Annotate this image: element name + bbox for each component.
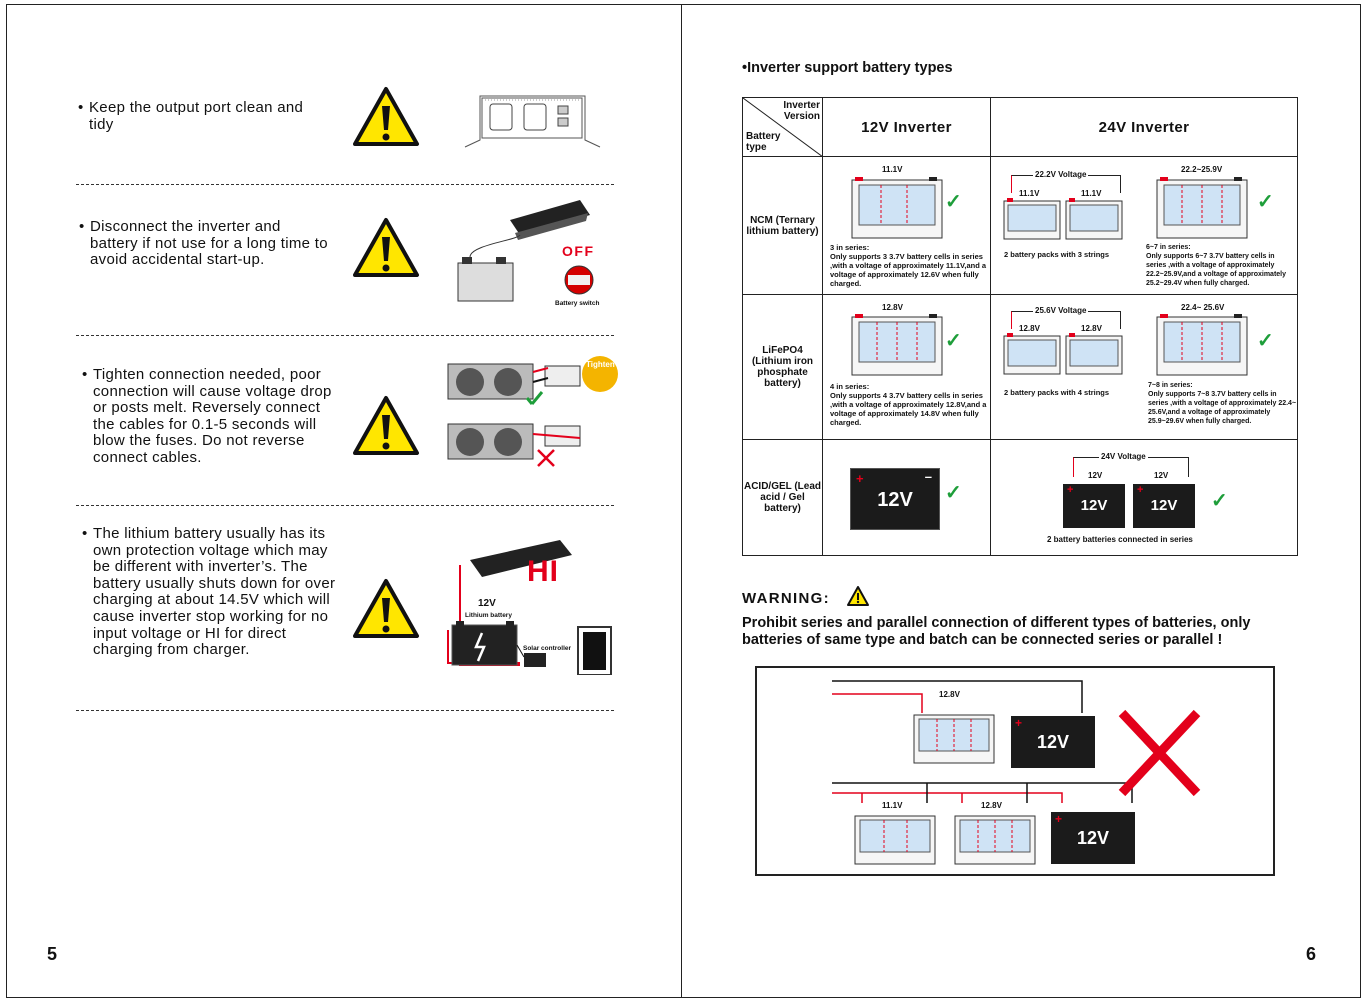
lifepo4-24v-pack-b: 12.8V [1081,324,1102,333]
cable-connection-illustration [440,352,625,472]
check-icon: ✓ [945,191,962,213]
battery-voltage-label: 12V [478,598,496,609]
bullet-item-2: • Disconnect the inverter and battery if not use for a long time to avoid accidental start-up. [90,219,330,269]
acid-24v-caption: 2 battery batteries connected in series [1047,535,1193,544]
bullet-item-4: • The lithium battery usually has its own protection voltage which may be different with inverter’s. The battery usually shuts down for over charging at about 14.5V which will cause inverter stop working for no input voltage or HI for direct charging from charger. [93,526,336,659]
battery-pack-4cell [954,813,1036,865]
inverter-version-label: Inverter Version [783,100,820,122]
lifepo4-12v-voltage: 12.8V [882,303,903,312]
acid-24v-voltage: 24V Voltage [1101,452,1146,461]
battery-voltage: 12V [877,489,913,511]
ncm-24v-pack-b: 11.1V [1081,189,1102,198]
warning-icon [352,217,420,279]
warning-icon [352,578,420,640]
battery-pack-8cell [1156,314,1248,376]
off-label: OFF [562,243,595,259]
bullet-item-3: • Tighten connection needed, poor connection will cause voltage drop or posts melt. Reversely connect the cables for 0.1-5 seconds will blow the fuses. Do not reverse connect cables. [93,367,336,467]
row-label-lifepo4: LiFePO4 (Lithium iron phosphate battery) [743,295,823,440]
solar-controller-label: Solar controller [523,645,572,652]
lifepo4-24v-single-voltage: 22.4~ 25.6V [1181,303,1225,312]
battery-type-label: Battery type [746,131,781,153]
lifepo4-24v-cell [991,295,1298,440]
battery-pack-4cell-a [1003,333,1061,375]
ncm-12v-voltage: 11.1V [882,165,903,174]
battery-switch-label: Battery switch [555,300,600,307]
check-icon: ✓ [1257,191,1274,213]
lead-acid-battery [1051,812,1135,864]
ncm-24v-packs-voltage: 22.2V Voltage [1035,170,1087,179]
acid-24v-bat-a-label: 12V [1088,471,1103,480]
top-pack-voltage: 12.8V [939,690,960,699]
lifepo4-24v-packs-caption: 2 battery packs with 4 strings [1004,388,1110,397]
warning-title: WARNING: [742,590,830,607]
lifepo4-24v-single-caption: 7~8 in series: Only supports 7~8 3.7V battery cells in series ,with a voltage of approximately 22.4~ 25.6V,and a voltage of approximately 25.9~29.6V when fully charged. [1148,382,1297,425]
lifepo4-24v-packs-voltage: 25.6V Voltage [1035,306,1087,315]
battery-pack-3cell-a [1003,198,1061,240]
output-port-illustration [460,92,605,152]
hi-label: HI [527,555,559,588]
divider [76,710,614,711]
battery-types-table [742,97,1298,556]
corner-header-cell [743,98,823,157]
plus-icon: + [1067,484,1074,496]
lifepo4-24v-pack-a: 12.8V [1019,324,1040,333]
prohibited-connection-diagram [755,666,1275,876]
battery-types-heading: • Inverter support battery types [742,60,953,76]
battery-voltage: 12V [1036,732,1070,752]
lifepo4-12v-caption: 4 in series: Only supports 4 3.7V battery cells in series ,with a voltage of approximately 12.8V,and a voltage of approximately 14.8V when fully charged. [830,382,987,427]
left-page [6,4,682,998]
lifepo4-12v-cell [823,295,991,440]
bottom-pack-a-voltage: 11.1V [882,801,903,810]
lead-acid-battery [850,468,940,530]
acid-24v-cell [991,440,1298,556]
ncm-12v-caption: 3 in series: Only supports 3 3.7V battery cells in series ,with a voltage of approximately 11.1V,and a voltage of approximately 12.6V when fully charged. [830,243,987,288]
check-icon: ✓ [1257,330,1274,352]
lead-acid-battery [1011,716,1095,768]
bottom-pack-b-voltage: 12.8V [981,801,1002,810]
warning-icon [846,585,870,607]
row-label-acid-gel: ACID/GEL (Lead acid / Gel battery) [743,440,823,556]
battery-pack-3cell-b [1065,198,1123,240]
ncm-24v-cell [991,157,1298,295]
battery-pack-3cell [851,177,943,239]
ncm-24v-single-voltage: 22.2~25.9V [1181,165,1223,174]
minus-icon: – [924,469,932,484]
bullet-item-1: • Keep the output port clean and tidy [89,100,329,133]
ncm-24v-packs-caption: 2 battery packs with 3 strings [1004,250,1110,259]
ncm-24v-pack-a: 11.1V [1019,189,1040,198]
check-icon: ✓ [1211,490,1228,512]
col-24v-inverter: 24V Inverter [991,98,1298,157]
row-label-ncm: NCM (Ternary lithium battery) [743,157,823,295]
acid-24v-bat-b-label: 12V [1154,471,1169,480]
check-icon: ✓ [945,330,962,352]
page-number-left: 5 [47,944,58,964]
col-12v-inverter: 12V Inverter [823,98,991,157]
page-number-right: 6 [1306,944,1317,964]
plus-icon: + [1055,812,1063,826]
acid-12v-cell [823,440,991,556]
ncm-24v-single-caption: 6~7 in series: Only supports 6~7 3.7V battery cells in series ,with a voltage of approximately 22.2~25.9V,and a voltage of approximately 25.2~29.4V when fully charged. [1146,244,1286,287]
battery-pack-4cell [913,712,995,764]
lithium-battery-label: Lithium battery [465,612,512,619]
lead-acid-battery [1133,484,1195,528]
warning-text: Prohibit series and parallel connection of different types of batteries, only batteries of same type and batch can be connected series or parallel ! [742,615,1251,648]
warning-icon [352,395,420,457]
plus-icon: + [1015,716,1023,730]
plus-icon: + [1137,484,1144,496]
check-icon: ✓ [945,482,962,504]
battery-pack-4cell [851,314,943,376]
warning-icon [352,86,420,148]
battery-voltage: 12V [1080,497,1108,514]
divider [76,335,614,336]
battery-voltage: 12V [1076,828,1110,848]
plus-icon: + [856,471,864,486]
battery-pack-7cell [1156,177,1248,239]
ncm-12v-cell [823,157,991,295]
battery-pack-4cell-b [1065,333,1123,375]
tighten-label: Tighten [586,360,615,369]
battery-pack-3cell [854,813,936,865]
divider [76,505,614,506]
lead-acid-battery [1063,484,1125,528]
divider [76,184,614,185]
battery-voltage: 12V [1150,497,1178,514]
